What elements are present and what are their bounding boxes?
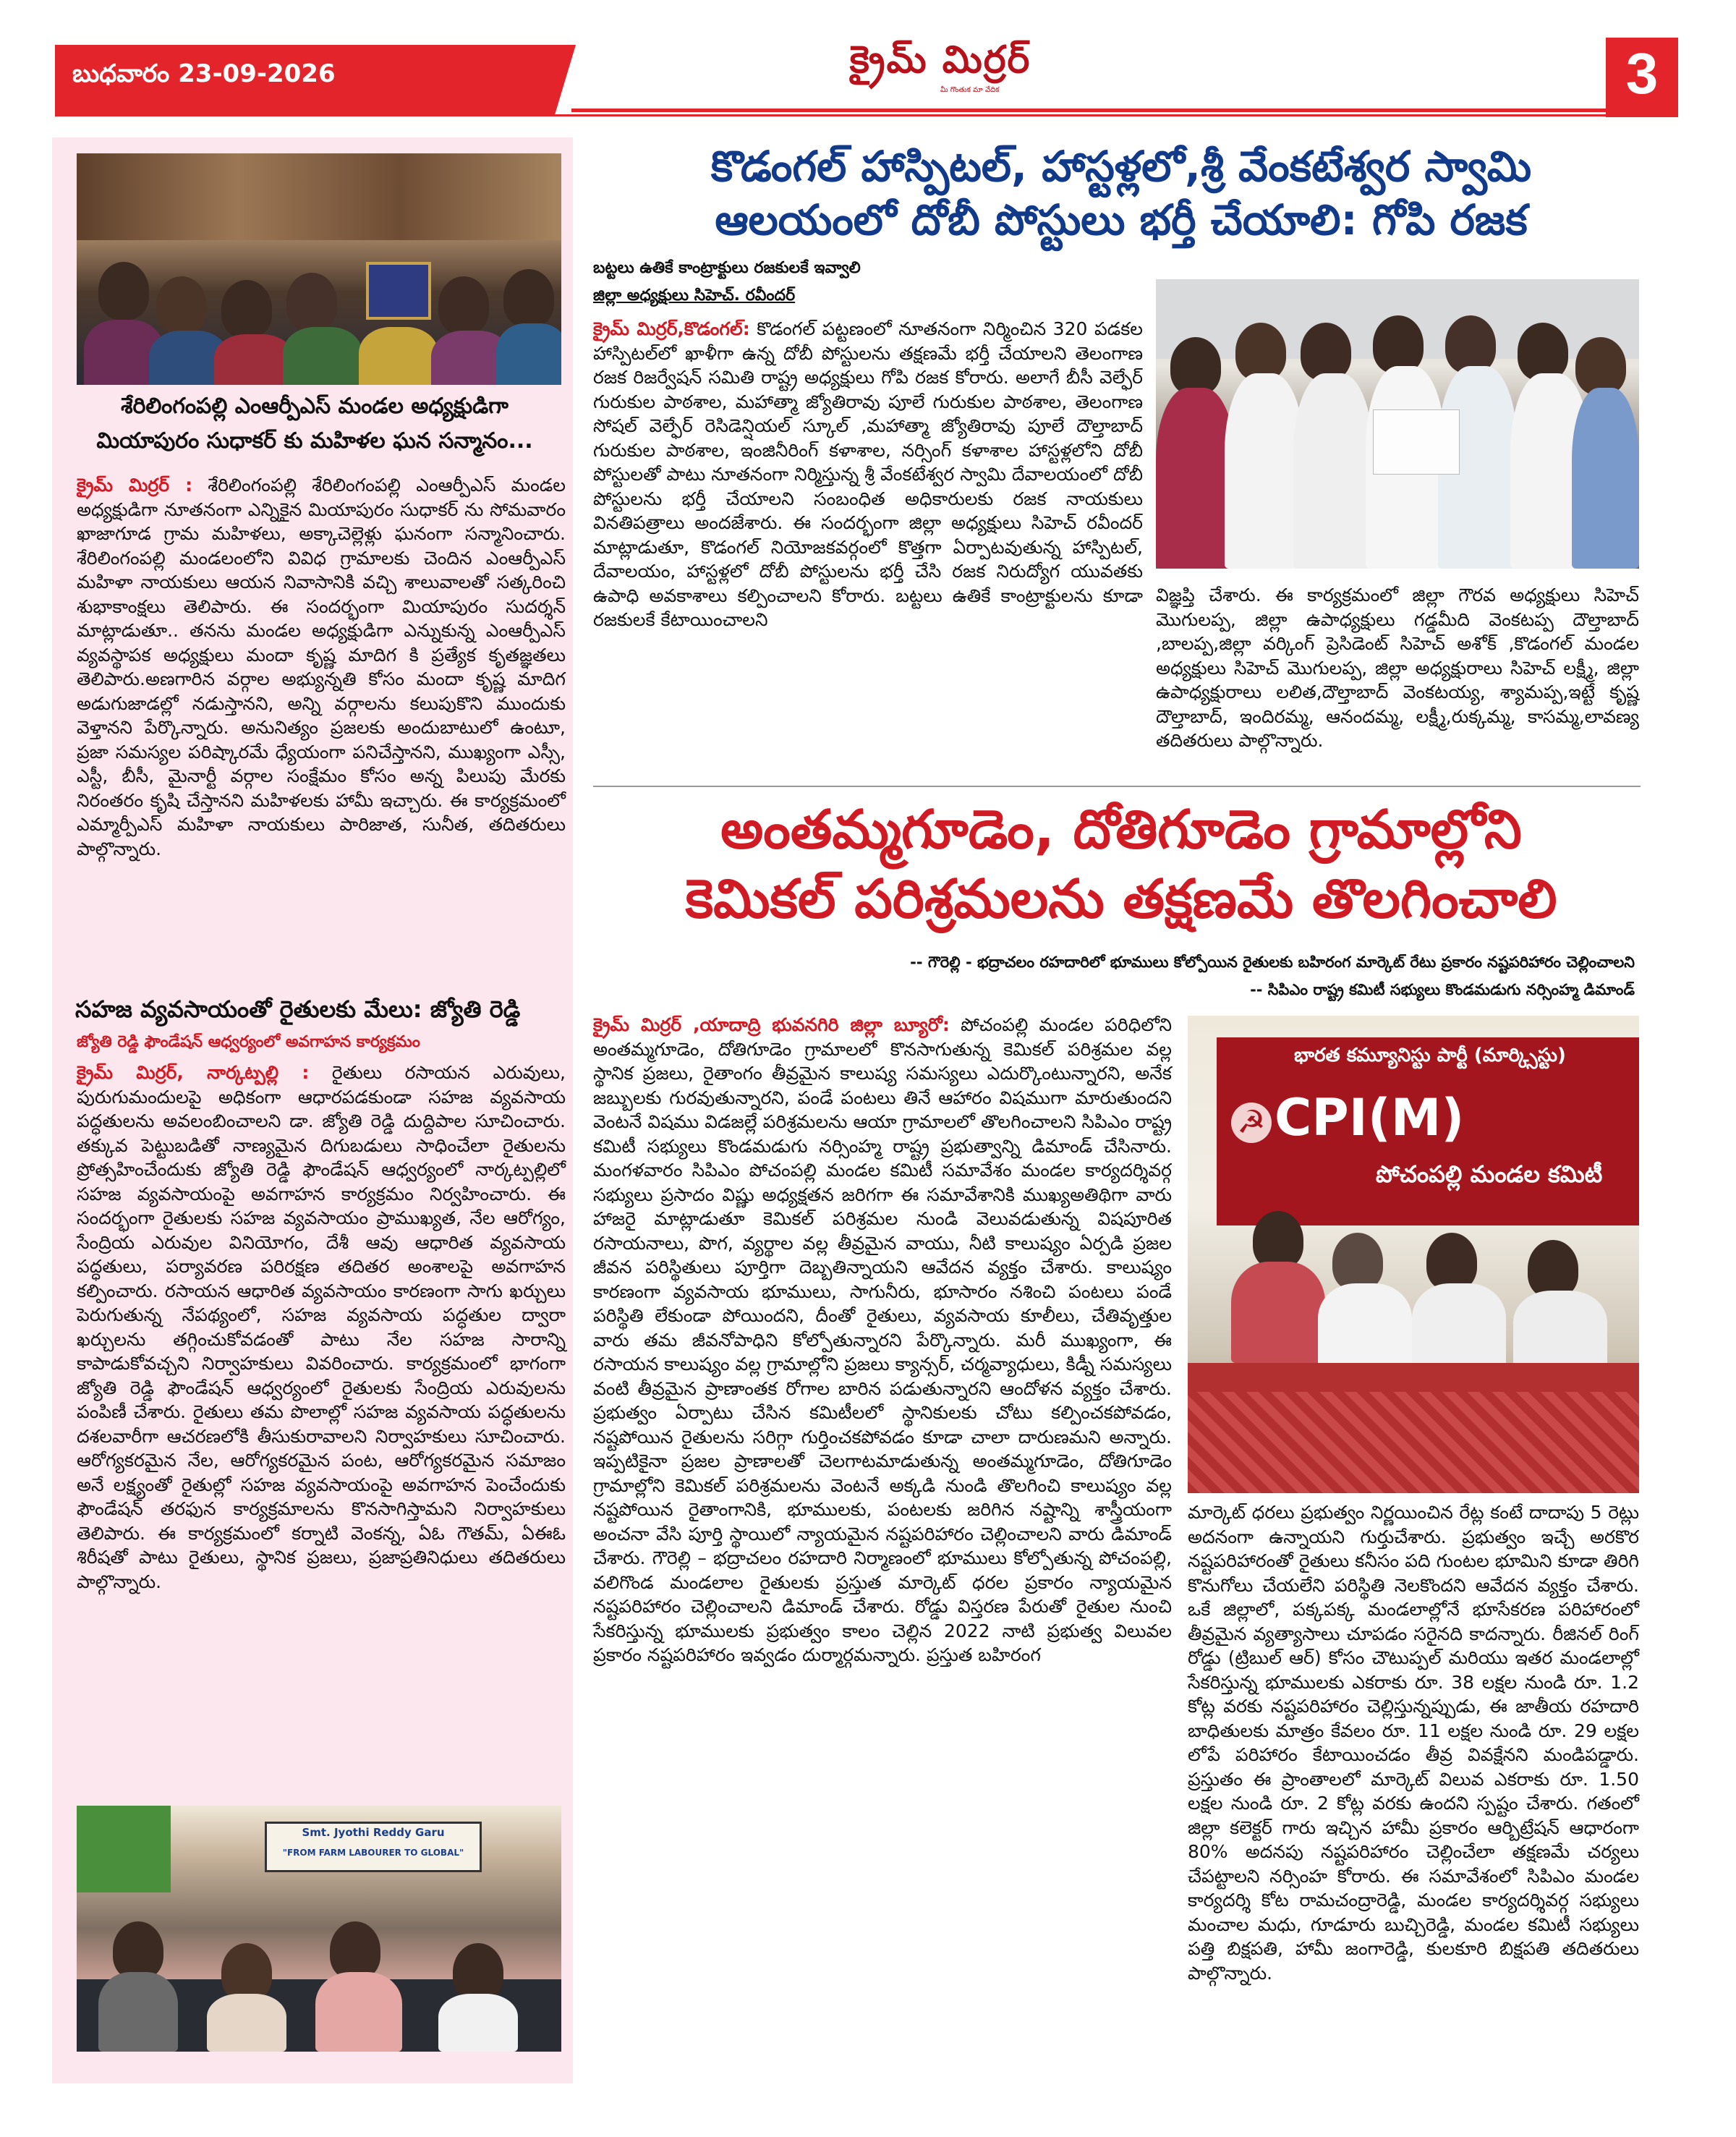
left-story1-headline-line1: శేరిలింగంపల్లి ఎంఆర్పీఎస్ మండల అధ్యక్షుడిగా xyxy=(121,394,509,419)
chemical-body-left xyxy=(593,1013,1172,2083)
chemical-kicker2: -- సిపిఎం రాష్ట్ర కమిటీ సభ్యులు కొండమడుగు నర్సింహ్మ డిమాండ్ xyxy=(1250,981,1635,998)
chemical-kicker1: -- గౌరెల్లి - భద్రాచలం రహదారిలో భూములు కోల్పోయిన రైతులకు బహిరంగ మార్కెట్ రేటు ప్రకారం నష్టపరిహారం చెల్లించాలని xyxy=(910,953,1635,971)
cpim-logo-text: CPI(M) xyxy=(1275,1088,1465,1147)
kodangal-kicker2: జిల్లా అధ్యక్షులు సిహెచ్. రవీందర్ xyxy=(593,286,796,305)
left-story2-text: రైతులు రసాయన ఎరువులు, పురుగుమందులపై అధికంగా ఆధారపడకుండా సహజ వ్యవసాయ పద్ధతులను అవలంబించాలని డా. జ్యోతి రెడ్డి దుద్దిపాల సూచించారు. తక్కువ పెట్టుబడితో నాణ్యమైన దిగుబడులు సాధించేలా రైతులను ప్రోత్సహించేందుకు జ్యోతి రెడ్డి ఫౌండేషన్ ఆధ్వర్యంలో నార్కట్పల్లిలో సహజ వ్యవసాయంపై అవగాహన కార్యక్రమం నిర్వహించారు. ఈ సందర్భంగా రైతులకు సహజ వ్యవసాయం ప్రాముఖ్యత, నేల ఆరోగ్యం, సేంద్రియ ఎరువుల వినియోగం, దేశీ ఆవు ఆధారిత వ్యవసాయ పద్ధతులు, పర్యావరణ పరిరక్షణ తదితర అంశాలపై అవగాహన కల్పించారు. రసాయన ఆధారిత వ్యవసాయం కారణంగా సాగు ఖర్చులు పెరుగుతున్న నేపథ్యంలో, సహజ వ్యవసాయ పద్ధతుల ద్వారా ఖర్చులను తగ్గించుకోవడంతో పాటు నేల సహజ సారాన్ని కాపాడుకోవచ్చని నిర్వాహకులు వివరించారు. కార్యక్రమంలో భాగంగా జ్యోతి రెడ్డి ఫౌండేషన్ ఆధ్వర్యంలో రైతులకు సేంద్రియ ఎరువులను పంపిణీ చేశారు. రైతులు తమ పొలాల్లో సహజ వ్యవసాయ పద్ధతులను దశలవారీగా ఆచరణలోకి తీసుకురావాలని నిర్వాహకులు సూచించారు. ఆరోగ్యకరమైన నేల, ఆరోగ్యకరమైన పంట, ఆరోగ్యకరమైన సమాజం అనే లక్ష్యంతో రైతుల్లో సహజ వ్యవసాయంపై అవగాహన పెంచేందుకు ఫౌండేషన్ తరఫున కార్యక్రమాలను కొనసాగిస్తామని నిర్వాహకులు తెలిపారు. ఈ కార్యక్రమంలో కర్నాటి వెంకన్న, ఏఓ గౌతమ్, ఏఈఓ శిరీషతో పాటు రైతులు, స్థానిక ప్రజలు, ప్రజాప్రతినిధులు తదితరులు పాల్గొన్నారు. xyxy=(77,1062,566,1592)
photo-kodangal-petition xyxy=(1156,279,1639,569)
kodangal-text-left: కొడంగల్ పట్టణంలో నూతనంగా నిర్మించిన 320 పడకల హాస్పిటల్‌లో ఖాళీగా ఉన్న దోబీ పోస్టులను తక్షణమే భర్తీ చేయాలని తెలంగాణ రజక రిజర్వేషన్ సమితి రాష్ట్ర అధ్యక్షులు గోపి రజక కోరారు. అలాగే బీసీ వెల్ఫేర్ గురుకుల పాఠశాల, మహాత్మా జ్యోతిరావు పూలే గురుకుల పాఠశాల, తెలంగాణ సోషల్ వెల్ఫేర్ రెసిడెన్షియల్ స్కూల్ ,మహాత్మా జ్యోతిరావు పూలే దౌల్తాబాద్ గురుకుల పాఠశాల, ఇంజినీరింగ్ కళాశాల, నర్సింగ్ కళాశాల హాస్టళ్లలోని దోబీ పోస్టులతో పాటు నూతనంగా నిర్మిస్తున్న శ్రీ వేంకటేశ్వర స్వామి దేవాలయంలో దోబీ పోస్టులను భర్తీ చేయాలని సంబంధిత అధికారులకు రజక నాయకులు వినతిపత్రాలు అందజేశారు. ఈ సందర్భంగా జిల్లా అధ్యక్షులు సిహెచ్ రవీందర్ మాట్లాడుతూ, కొడంగల్ నియోజకవర్గంలో కొత్తగా ఏర్పాటవుతున్న హాస్పిటల్, దేవాలయం, హాస్టళ్లలో దోబీ పోస్టులను భర్తీ చేసి రజక నిరుద్యోగ యువతకు ఉపాధి అవకాశాలు కల్పించాలని కోరారు. బట్టలు ఉతికే కాంట్రాక్టులను కూడా రజకులకే కేటాయించాలని xyxy=(593,318,1144,630)
masthead-tagline: మీ గొంతుక మా వేదిక xyxy=(940,86,1000,94)
header-rule-thin xyxy=(55,114,1626,116)
left-story1-body xyxy=(77,473,566,994)
kodangal-body-right: విజ్ఞప్తి చేశారు. ఈ కార్యక్రమంలో జిల్లా గౌరవ అధ్యక్షులు సిహెచ్ మొగులప్ప, జిల్లా ఉపాధ్యక్షులు గడ్డమీది వెంకటప్ప దౌల్తాబాద్ ,బాలప్ప,జిల్లా వర్కింగ్ ప్రెసిడెంట్ సిహెచ్ అశోక్ ,కొడంగల్ మండల అధ్యక్షులు సిహెచ్ మొగులప్ప, జిల్లా అధ్యక్షురాలు సిహెచ్ లక్ష్మీ, జిల్లా ఉపాధ్యక్షురాలు లలిత,దౌల్తాబాద్ వెంకటయ్య, శ్యామప్ప,ఇట్టే కృష్ణ దౌల్తాబాద్, ఇందిరమ్మ, ఆనందమ్మ, లక్ష్మీ,రుక్కమ్మ, కాసమ్మ,లావణ్య తదితరులు పాల్గొన్నారు. xyxy=(1156,585,1639,751)
left-story2-body xyxy=(77,1061,566,1784)
kodangal-headline-line1: కొడంగల్ హాస్పిటల్, హాస్టళ్లలో,శ్రీ వేంకటేశ్వర స్వామి xyxy=(710,142,1532,191)
cpim-banner-subtext: పోచంపల్లి మండల కమిటీ xyxy=(1376,1160,1603,1188)
hammer-sickle-icon: ☭ xyxy=(1231,1103,1272,1143)
left-story2-headline: సహజ వ్యవసాయంతో రైతులకు మేలు: జ్యోతి రెడ్డి xyxy=(75,995,521,1023)
chemical-headline-line2: కెమికల్ పరిశ్రమలను తక్షణమే తొలగించాలి xyxy=(685,868,1557,930)
chemical-dateline: క్రైమ్ మిర్రర్ ,యాదాద్రి భువనగిరి జిల్లా బ్యూరో: xyxy=(593,1014,950,1035)
left-story2-subhead: జ్యోతి రెడ్డి ఫౌండేషన్ ఆధ్వర్యంలో అవగాహన కార్యక్రమం xyxy=(77,1033,420,1051)
masthead-logo: క్రైమ్ మిర్రర్ xyxy=(849,38,1031,82)
left-story1-dateline: క్రైమ్ మిర్రర్ : xyxy=(77,475,193,496)
chemical-headline-line1: అంతమ్మగూడెం, దోతిగూడెం గ్రామాల్లోని xyxy=(720,799,1522,861)
kodangal-dateline: క్రైమ్ మిర్రర్,కొడంగల్: xyxy=(593,318,750,339)
chemical-body-right: మార్కెట్ ధరలు ప్రభుత్వం నిర్ణయించిన రేట్ల కంటే దాదాపు 5 రెట్లు అదనంగా ఉన్నాయని గుర్తుచేశారు. ప్రభుత్వం ఇచ్చే అరకొర నష్టపరిహారంతో రైతులు కనీసం పది గుంటల భూమిని కూడా తిరిగి కొనుగోలు చేయలేని పరిస్థితి నెలకొందని ఆవేదన వ్యక్తం చేశారు. ఒకే జిల్లాలో, పక్కపక్క మండలాల్లోనే భూసేకరణ పరిహారంలో తీవ్రమైన వ్యత్యాసాలు చూపడం సరైనది కాదన్నారు. రీజినల్ రింగ్ రోడ్డు (ట్రిబుల్ ఆర్) కోసం చౌటుప్పల్ మరియు ఇతర మండలాల్లో సేకరిస్తున్న భూములకు ఎకరాకు రూ. 38 లక్షల నుండి రూ. 1.2 కోట్ల వరకు నష్టపరిహారం చెల్లిస్తున్నప్పుడు, ఈ జాతీయ రహదారి బాధితులకు మాత్రం కేవలం రూ. 11 లక్షల నుండి రూ. 29 లక్షల లోపే పరిహారం కేటాయించడం తీవ్ర వివక్షేనని మండిపడ్డారు. ప్రస్తుతం ఈ ప్రాంతాలలో మార్కెట్ విలువ ఎకరాకు రూ. 1.50 లక్షల నుండి రూ. 2 కోట్ల వరకు ఉందని స్పష్టం చేశారు. గతంలో జిల్లా కలెక్టర్ గారు ఇచ్చిన హామీ ప్రకారం ఆర్బిట్రేషన్ ఆధారంగా 80% అదనపు నష్టపరిహారం చెల్లించేలా తక్షణమే చర్యలు చేపట్టాలని నర్సింహ కోరారు. ఈ సమావేశంలో సిపిఎం మండల కార్యదర్శి కోట రామచంద్రారెడ్డి, మండల కార్యదర్శివర్గ సభ్యులు మంచాల మధు, గూడూరు బుచ్చిరెడ్డి, మండల కమిటీ సభ్యులు పత్తి బిక్షపతి, హామీ జంగారెడ్డి, కులకూరి బిక్షపతి తదితరులు పాల్గొన్నారు. xyxy=(1188,1502,1639,1984)
section-divider xyxy=(593,786,1641,787)
photo-cpim-meeting xyxy=(1188,1016,1639,1493)
page-number: 3 xyxy=(1625,41,1659,106)
left-story2-dateline: క్రైమ్ మిర్రర్, నార్కట్పల్లి : xyxy=(77,1062,310,1083)
banner-subtitle-text: "FROM FARM LABOURER TO GLOBAL" xyxy=(282,1848,464,1858)
chemical-text-left: పోచంపల్లి మండల పరిధిలోని అంతమ్మగూడెం, దోతిగూడెం గ్రామాలలో కొనసాగుతున్న కెమికల్ పరిశ్రమల వల్ల స్థానిక ప్రజలు, రైతాంగం తీవ్రమైన కాలుష్య సమస్యలు ఎదుర్కొంటున్నారని, అనేక జబ్బులకు గురవుతున్నారని, పండే పంటలు తినే ఆహారం విషముగా మారుతుందని వెంటనే విషము విడజల్లే పరిశ్రమలను ఆయా గ్రామాలలో తొలగించాలని సిపిఎం రాష్ట్ర కమిటీ సభ్యులు కొండమడుగు నర్సింహ్మ రాష్ట్ర ప్రభుత్వాన్ని డిమాండ్ చేసినారు. మంగళవారం సిపిఎం పోచంపల్లి మండల కమిటీ సమావేశం మండల కార్యదర్శివర్గ సభ్యులు ప్రసాదం విష్ణు అధ్యక్షతన జరిగగా ఈ సమావేశానికి ముఖ్యఅతిథిగా వారు హాజరై మాట్లాడుతూ కెమికల్ పరిశ్రమల నుండి వెలువడుతున్న విషపూరిత రసాయనాలు, పొగ, వ్యర్థాల వల్ల తీవ్రమైన వాయు, నీటి కాలుష్యం ఏర్పడి ప్రజల జీవన పరిస్థితులు పూర్తిగా దెబ్బతిన్నాయని ఆవేదన వ్యక్తం చేశారు. కాలుష్యం కారణంగా వ్యవసాయ భూములు, సాగునీరు, భూసారం నశించి పంటలు పండే పరిస్థితి లేకుండా పోయిందని, దీంతో రైతులు, వ్యవసాయ కూలీలు, చేతివృత్తుల వారు తమ జీవనోపాధిని కోల్పోతున్నారని పేర్కొన్నారు. మరీ ముఖ్యంగా, ఈ రసాయన కాలుష్యం వల్ల గ్రామాల్లోని ప్రజలు క్యాన్సర్, చర్మవ్యాధులు, కిడ్నీ సమస్యలు వంటి తీవ్రమైన ప్రాణాంతక రోగాల బారిన పడుతున్నారని ఆందోళన వ్యక్తం చేశారు. ప్రభుత్వం ఏర్పాటు చేసిన కమిటీలలో స్థానికులకు చోటు కల్పించకపోవడం, నష్టపోయిన రైతులను సరిగ్గా గుర్తించకపోవడం కూడా చాలా దారుణమని అన్నారు. ఇప్పటికైనా ప్రజల ప్రాణాలతో చెలగాటమాడుతున్న అంతమ్మగూడెం, దోతిగూడెం గ్రామాల్లోని కెమికల్ పరిశ్రమలను వెంటనే అక్కడి నుండి తొలగించి కాలుష్యం వల్ల నష్టపోయిన రైతాంగానికి, భూములకు, పంటలకు జరిగిన నష్టాన్ని శాస్త్రీయంగా అంచనా వేసి పూర్తి స్థాయిలో న్యాయమైన నష్టపరిహారం చెల్లించాలని వారు డిమాండ్ చేశారు. గౌరెల్లి – భద్రాచలం రహదారి నిర్మాణంలో భూములు కోల్పోతున్న పోచంపల్లి, వలిగొండ మండలాల రైతులకు ప్రస్తుత మార్కెట్ ధరల ప్రకారం న్యాయమైన నష్టపరిహారం చెల్లించాలని డిమాండ్ చేశారు. రోడ్డు విస్తరణ పేరుతో రైతుల నుంచి సేకరిస్తున్న భూములకు ప్రభుత్వం కాలం చెల్లిన 2022 నాటి ప్రభుత్వ విలువల ప్రకారం నష్టపరిహారం ఇవ్వడం దుర్మార్గమన్నారు. ప్రస్తుత బహిరంగ xyxy=(593,1014,1172,1665)
header-rule xyxy=(571,109,1626,112)
issue-date: బుధవారం 23-09-2026 xyxy=(72,59,336,88)
banner-title-text: Smt. Jyothi Reddy Garu xyxy=(302,1826,445,1839)
left-story1-text: శేరిలింగంపల్లి శేరిలింగంపల్లి ఎంఆర్పీఎస్ మండల అధ్యక్షుడిగా నూతనంగా ఎన్నికైన మియాపురం సుధాకర్ ను సోమవారం ఖాజాగూడ గ్రామ మహిళలు, అక్కాచెల్లెళ్లు ఘనంగా సన్మానించారు. శేరిలింగంపల్లి మండలంలోని వివిధ గ్రామాలకు చెందిన ఎంఆర్పీఎస్ మహిళా నాయకులు ఆయన నివాసానికి వచ్చి శాలువాలతో సత్కరించి శుభాకాంక్షలు తెలిపారు. ఈ సందర్భంగా మియాపురం సుదర్శన్ మాట్లాడుతూ.. తనను మండల అధ్యక్షుడిగా ఎన్నుకున్న ఎంఆర్పీఎస్ వ్యవస్థాపక అధ్యక్షులు మందా కృష్ణ మాదిగ కి ప్రత్యేక కృతజ్ఞతలు తెలిపారు.అణగారిన వర్గాల అభ్యున్నతి కోసం మందా కృష్ణ మాదిగ అడుగుజాడల్లో నడుస్తానని, అన్ని వర్గాలను కలుపుకొని ముందుకు వెళ్తానని పేర్కొన్నారు. అనునిత్యం ప్రజలకు అందుబాటులో ఉంటూ, ప్రజా సమస్యల పరిష్కారమే ధ్యేయంగా పనిచేస్తానని, ముఖ్యంగా ఎస్సీ, ఎస్టీ, బీసీ, మైనార్టీ వర్గాల సంక్షేమం కోసం అన్న పిలుపు మేరకు నిరంతరం కృషి చేస్తానని మహిళలకు హామీ ఇచ్చారు. ఈ కార్యక్రమంలో ఎమ్మార్పీఎస్ మహిళా నాయకులు పారిజాత, సునీత, తదితరులు పాల్గొన్నారు. xyxy=(77,475,566,859)
kodangal-body-left xyxy=(593,317,1143,780)
photo-awareness-program xyxy=(77,1806,561,2052)
photo-felicitation xyxy=(77,153,561,385)
cpim-banner-text: భారత కమ్యూనిస్టు పార్టీ (మార్క్సిస్టు) xyxy=(1294,1045,1566,1066)
left-story1-headline-line2: మియాపురం సుధాకర్ కు మహిళల ఘన సన్మానం... xyxy=(96,428,533,454)
kodangal-headline-line2: ఆలయంలో దోబీ పోస్టులు భర్తీ చేయాలి: గోపి రజక xyxy=(715,195,1528,245)
kodangal-kicker1: బట్టలు ఉతికే కాంట్రాక్టులు రజకులకే ఇవ్వాలి xyxy=(593,259,861,277)
